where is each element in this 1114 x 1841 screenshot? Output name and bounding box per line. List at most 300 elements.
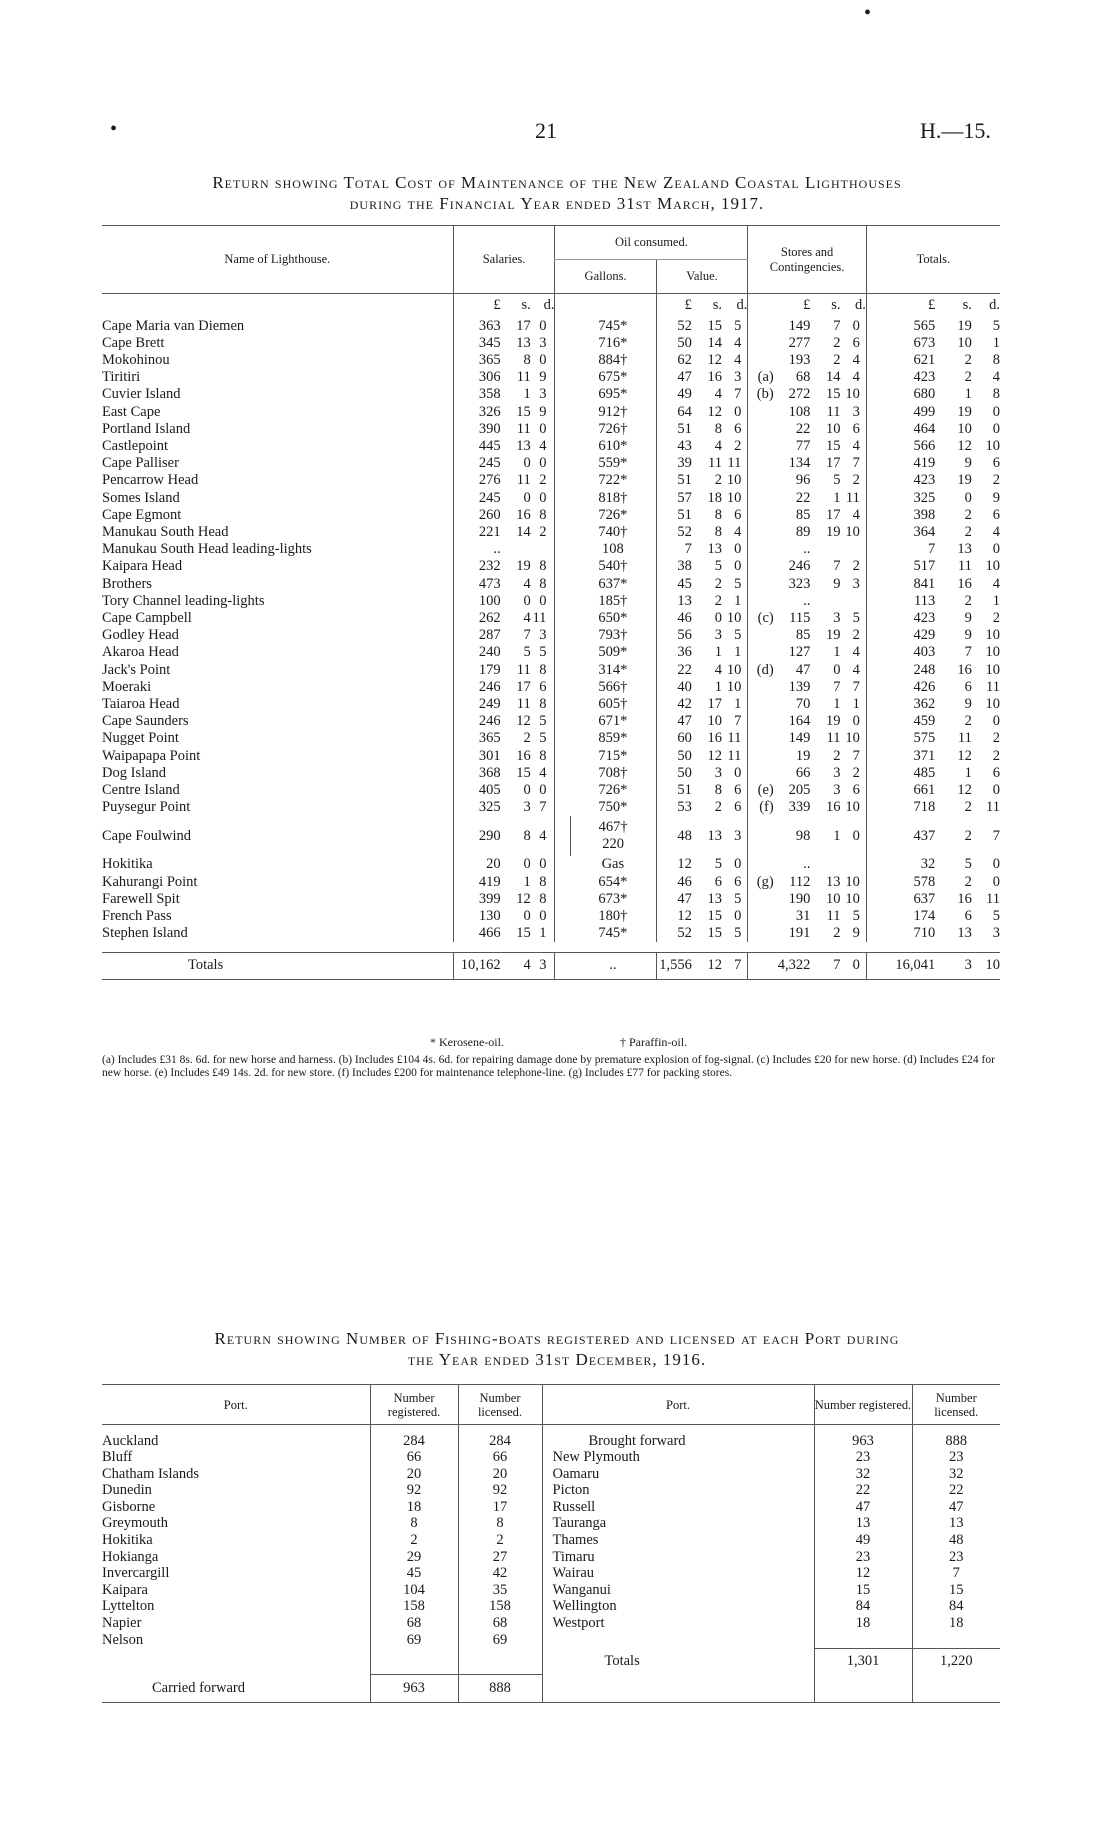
gallons-cell: 859* — [598, 730, 628, 747]
licensed-cell: 69 — [458, 1632, 542, 1649]
licensed-cell: 68 — [458, 1615, 542, 1632]
total-cell: 459 — [866, 713, 935, 730]
salary-cell: 11 — [516, 472, 531, 489]
table-row — [102, 874, 1000, 891]
licensed-cell: 32 — [912, 1466, 1000, 1483]
stores-cell — [748, 318, 774, 335]
licensed-cell: 47 — [912, 1499, 1000, 1516]
value-cell: 6 — [734, 781, 742, 798]
header-gallons: Gallons. — [555, 260, 656, 294]
stores-cell: 115 — [789, 609, 811, 626]
stores-cell — [748, 952, 774, 979]
value-cell: 8 — [714, 506, 723, 523]
salary-cell: 1 — [523, 386, 531, 403]
table-row — [102, 541, 1000, 558]
table-row — [102, 1598, 1000, 1615]
gallons-cell: 740† — [598, 523, 628, 540]
value-cell: 1 — [714, 644, 723, 661]
total-cell: 2 — [964, 713, 972, 730]
table-row — [102, 610, 1000, 627]
salary-cell: 0 — [539, 856, 547, 873]
total-cell: 16 — [957, 661, 972, 678]
port-name: Westport — [542, 1615, 814, 1632]
total-cell: 10 — [985, 661, 1000, 678]
total-cell: 9 — [964, 455, 972, 472]
registered-cell: 23 — [814, 1449, 912, 1466]
stores-cell — [748, 558, 774, 575]
table-row — [102, 730, 1000, 747]
total-cell: 10 — [985, 627, 1000, 644]
stores-cell: .. — [803, 856, 811, 873]
salary-cell: 1 — [539, 925, 547, 942]
lighthouse-name: Stephen Island — [102, 925, 188, 942]
gallons-cell: 708† — [598, 764, 628, 781]
stores-cell: 22 — [795, 420, 811, 437]
total-cell: 19 — [957, 472, 972, 489]
table-row — [102, 1466, 1000, 1483]
total-cell: 6 — [992, 764, 1000, 781]
value-cell: 11 — [727, 455, 742, 472]
stores-cell — [748, 891, 774, 908]
salary-cell: 8 — [539, 695, 547, 712]
stores-cell: 17 — [825, 506, 841, 523]
total-cell: 403 — [866, 644, 935, 661]
total-cell: 11 — [986, 799, 1000, 816]
table-row — [102, 1449, 1000, 1466]
value-cell: 13 — [707, 890, 723, 907]
stores-cell: 11 — [826, 403, 841, 420]
stores-cell — [748, 908, 774, 925]
table-row — [102, 782, 1000, 799]
table-row — [102, 438, 1000, 455]
licensed-cell: 284 — [458, 1433, 542, 1450]
unit-label: £ — [656, 294, 692, 318]
lighthouse-name: Jack's Point — [102, 661, 171, 678]
registered-cell: 18 — [814, 1615, 912, 1632]
salary-cell: 179 — [453, 662, 500, 679]
table-row — [102, 679, 1000, 696]
total-cell: 398 — [866, 507, 935, 524]
total-cell: 364 — [866, 524, 935, 541]
stores-cell: 1 — [852, 695, 860, 712]
value-cell: 13 — [707, 827, 723, 844]
corner-dot: • — [864, 2, 872, 24]
value-cell: 14 — [707, 334, 723, 351]
value-cell: 12 — [707, 747, 723, 764]
lighthouse-name: Waipapapa Point — [102, 747, 201, 764]
salary-cell: 0 — [539, 592, 547, 609]
stores-cell — [748, 576, 774, 593]
value-cell: 5 — [714, 558, 723, 575]
total-cell: 1 — [992, 592, 1000, 609]
salary-cell: 5 — [539, 730, 547, 747]
salary-cell: 0 — [523, 908, 531, 924]
stores-cell: 2 — [852, 764, 860, 781]
value-cell: 7 — [656, 541, 692, 558]
unit-label: s. — [831, 297, 841, 314]
total-cell: 9 — [964, 627, 972, 644]
value-cell: 52 — [656, 524, 692, 541]
total-cell: 10 — [985, 644, 1000, 661]
total-cell: 565 — [866, 318, 935, 335]
registered-cell: 284 — [370, 1433, 458, 1450]
total-cell: 499 — [866, 404, 935, 421]
total-cell: 2 — [964, 592, 972, 609]
salary-cell: 16 — [516, 506, 531, 523]
stores-cell: 10 — [825, 890, 841, 907]
table-row — [102, 627, 1000, 644]
stores-cell: 2 — [852, 472, 860, 489]
stores-cell — [840, 541, 866, 558]
salary-cell: 17 — [516, 317, 531, 334]
stores-cell: 16 — [825, 799, 841, 816]
table-row — [102, 644, 1000, 661]
lighthouse-name: Brothers — [102, 575, 152, 592]
salary-cell: 19 — [516, 558, 531, 575]
value-cell: 13 — [656, 593, 692, 610]
stores-cell: 4,322 — [774, 952, 811, 979]
value-cell: 36 — [656, 644, 692, 661]
lighthouse-name: Mokohinou — [102, 351, 170, 368]
salary-cell: 405 — [453, 782, 500, 799]
total-cell: 12 — [957, 781, 972, 798]
stores-cell — [748, 421, 774, 438]
value-cell: 6 — [734, 873, 742, 890]
value-cell: 13 — [707, 541, 723, 558]
value-cell: 7 — [734, 386, 742, 403]
value-cell: 16 — [707, 730, 723, 747]
value-cell: 51 — [656, 782, 692, 799]
licensed-cell: 15 — [912, 1582, 1000, 1599]
table-row — [102, 765, 1000, 782]
stores-cell: 22 — [795, 489, 811, 506]
table-row — [102, 1549, 1000, 1566]
value-cell: 4 — [714, 386, 723, 403]
salary-cell: 326 — [453, 404, 500, 421]
stores-cell: 10 — [825, 420, 841, 437]
stores-cell: 10 — [845, 890, 860, 907]
licensed-cell: 18 — [912, 1615, 1000, 1632]
gallons-cell: 540† — [598, 558, 628, 575]
total-cell: 19 — [957, 403, 972, 420]
stores-cell: 4 — [852, 506, 860, 523]
port-name: Wairau — [542, 1565, 814, 1582]
stores-cell: 2 — [852, 558, 860, 575]
right-totals-row — [102, 1648, 1000, 1674]
total-cell: 6 — [964, 678, 972, 695]
stores-cell: 13 — [825, 873, 841, 890]
stores-cell: 31 — [795, 908, 811, 924]
value-cell: 46 — [656, 874, 692, 891]
lighthouse-footnote: (a) Includes £31 8s. 6d. for new horse and harness. (b) Includes £104 4s. 6d. for repairing damage done by premature explosion of fog-signal. (c) Includes £20 for new horse. (d) Includes £24 for new horse. (e) Includes £49 14s. 2d. for new store. (f) Includes £200 for maintenance telephone-line. (g) Includes £77 for packing stores. — [102, 1054, 995, 1079]
total-cell: 5 — [992, 908, 1000, 924]
lighthouse-name: Cape Foulwind — [102, 827, 192, 844]
total-cell: 10 — [957, 334, 972, 351]
salary-cell: 1 — [523, 873, 531, 890]
salary-cell: 358 — [453, 386, 500, 403]
value-cell: 18 — [707, 489, 723, 506]
value-cell: 40 — [656, 679, 692, 696]
stores-cell: 191 — [788, 925, 811, 942]
stores-cell: 11 — [845, 489, 860, 506]
stores-cell: .. — [803, 592, 811, 609]
registered-cell: 47 — [814, 1499, 912, 1516]
salary-cell: 3 — [531, 952, 555, 979]
table-row — [102, 472, 1000, 489]
gallons-cell: 793† — [598, 627, 628, 644]
stores-cell — [748, 455, 774, 472]
stores-cell — [748, 593, 774, 610]
total-cell: 7 — [964, 644, 972, 661]
table-row — [102, 593, 1000, 610]
value-cell: 10 — [726, 661, 742, 678]
salary-cell: 4 — [539, 437, 547, 454]
value-cell: 3 — [734, 827, 742, 844]
total-cell: 0 — [992, 541, 1000, 558]
gallons-cell: 726* — [598, 781, 628, 798]
value-cell: 50 — [656, 765, 692, 782]
salary-cell: 240 — [453, 644, 500, 661]
total-cell: 2 — [992, 472, 1000, 489]
stores-cell: 47 — [795, 661, 811, 678]
header-oil: Oil consumed. — [555, 226, 748, 260]
stores-cell: 10 — [845, 730, 860, 747]
total-cell: 661 — [866, 782, 935, 799]
value-cell: 46 — [656, 610, 692, 627]
licensed-total: 1,220 — [912, 1648, 1000, 1674]
value-cell: 62 — [656, 352, 692, 369]
table-row — [102, 1515, 1000, 1532]
value-cell: 50 — [656, 335, 692, 352]
stores-cell — [748, 507, 774, 524]
gallons-cell: 722* — [598, 472, 628, 489]
stores-cell: 85 — [795, 627, 811, 644]
oil-legend — [430, 1036, 830, 1049]
value-cell: 5 — [734, 890, 742, 907]
total-cell: 1 — [964, 386, 972, 403]
port-name: Russell — [542, 1499, 814, 1516]
value-cell: 15 — [707, 925, 723, 942]
registered-cell: 23 — [814, 1549, 912, 1566]
licensed-cell: 35 — [458, 1582, 542, 1599]
port-name: Kaipara — [102, 1581, 148, 1598]
total-cell: 6 — [964, 908, 972, 924]
lighthouse-name: Moeraki — [102, 678, 152, 695]
value-cell: 45 — [656, 576, 692, 593]
salary-cell: 130 — [453, 908, 500, 925]
salary-cell: 0 — [539, 908, 547, 924]
salary-cell: 466 — [453, 925, 500, 942]
stores-cell: 134 — [788, 455, 811, 472]
fishing-title-line2: the Year ended 31st December, 1916. — [407, 1350, 707, 1369]
table-row — [102, 696, 1000, 713]
stores-cell: 4 — [852, 437, 860, 454]
total-cell: 575 — [866, 730, 935, 747]
lighthouse-name: Taiaroa Head — [102, 695, 180, 712]
stores-cell: 2 — [833, 334, 841, 351]
stores-cell: 4 — [852, 351, 860, 368]
gallons-cell: 884† — [598, 351, 628, 368]
total-cell: 19 — [957, 317, 972, 334]
left-dot: • — [110, 118, 118, 140]
stores-cell — [748, 816, 774, 856]
licensed-cell: 888 — [912, 1433, 1000, 1450]
stores-cell: 9 — [852, 925, 860, 942]
page-number: 21 — [535, 118, 557, 143]
salary-cell — [501, 541, 531, 558]
gallons-cell: 671* — [598, 713, 628, 730]
table-row — [102, 908, 1000, 925]
stores-cell: 205 — [788, 781, 811, 798]
stores-cell: 108 — [788, 403, 811, 420]
licensed-cell: 13 — [912, 1515, 1000, 1532]
table-row — [102, 369, 1000, 386]
stores-cell: 15 — [825, 386, 841, 403]
registered-cell: 45 — [370, 1565, 458, 1582]
salary-cell: 0 — [539, 489, 547, 506]
gallons-cell: 650* — [598, 609, 628, 626]
salary-cell: 3 — [539, 386, 547, 403]
total-cell: 1 — [992, 334, 1000, 351]
value-cell: 5 — [734, 627, 742, 644]
stores-cell — [748, 925, 774, 942]
total-cell: 113 — [866, 593, 935, 610]
unit-label: d. — [543, 297, 555, 314]
total-cell: 7 — [866, 541, 935, 558]
unit-label: £ — [803, 297, 811, 314]
total-cell: 13 — [957, 541, 972, 558]
stores-cell — [748, 335, 774, 352]
value-cell: 6 — [734, 420, 742, 437]
salary-cell: 11 — [516, 661, 531, 678]
registered-cell: 69 — [370, 1632, 458, 1649]
total-cell: 11 — [986, 678, 1000, 695]
value-cell: 1 — [734, 592, 742, 609]
stores-cell — [810, 856, 840, 873]
value-cell: 15 — [707, 317, 723, 334]
value-cell: 10 — [726, 678, 742, 695]
unit-label: £ — [453, 294, 500, 318]
stores-cell: (e) — [748, 782, 774, 799]
total-cell: 485 — [866, 765, 935, 782]
total-cell: 621 — [866, 352, 935, 369]
salary-cell: 0 — [539, 351, 547, 368]
salary-cell: 419 — [453, 874, 500, 891]
lighthouse-title-line2: during the Financial Year ended 31st March, 1917. — [349, 194, 765, 213]
salary-cell: 6 — [539, 678, 547, 695]
unit-label: d. — [989, 297, 1000, 314]
value-cell: 39 — [656, 455, 692, 472]
stores-cell: 0 — [852, 827, 860, 844]
stores-cell: 15 — [825, 437, 841, 454]
total-cell: 4 — [992, 575, 1000, 592]
stores-cell: 6 — [852, 334, 860, 351]
value-cell: 5 — [734, 317, 742, 334]
total-cell: 12 — [957, 747, 972, 764]
value-cell: 10 — [707, 713, 723, 730]
port-name: Greymouth — [102, 1515, 169, 1532]
lighthouse-name: Cape Saunders — [102, 713, 189, 730]
registered-cell: 8 — [370, 1515, 458, 1532]
table-row — [102, 662, 1000, 679]
stores-cell — [748, 713, 774, 730]
salary-cell: 365 — [453, 352, 500, 369]
lighthouse-name: Farewell Spit — [102, 890, 180, 907]
licensed-cell: 20 — [458, 1466, 542, 1483]
salary-cell: 0 — [539, 455, 547, 472]
stores-cell — [810, 593, 840, 610]
registered-cell: 963 — [814, 1433, 912, 1450]
stores-cell: (b) — [748, 386, 774, 403]
gallons-cell: 675* — [598, 369, 628, 386]
total-cell: 5 — [992, 317, 1000, 334]
salary-cell: 306 — [453, 369, 500, 386]
total-cell: 10 — [985, 695, 1000, 712]
licensed-cell: 17 — [458, 1499, 542, 1516]
value-cell: 0 — [734, 764, 742, 781]
gallons-value-2: 220 — [602, 836, 624, 853]
salary-cell: 2 — [523, 730, 531, 747]
gallons-cell: 108 — [601, 541, 624, 558]
lighthouse-name: Manukau South Head — [102, 523, 229, 540]
value-cell: 12 — [707, 403, 723, 420]
table-row — [102, 524, 1000, 541]
value-cell: 15 — [707, 908, 723, 924]
port-name: Timaru — [542, 1549, 814, 1566]
carried-forward-row — [102, 1674, 1000, 1702]
lighthouse-name: Kahurangi Point — [102, 873, 198, 890]
salary-cell: 246 — [453, 713, 500, 730]
unit-label: £ — [866, 294, 935, 318]
table-row — [102, 1565, 1000, 1582]
lighthouse-name: French Pass — [102, 908, 172, 924]
stores-cell: 0 — [840, 952, 866, 979]
salary-cell: 8 — [539, 890, 547, 907]
table-row — [102, 490, 1000, 507]
value-cell: 0 — [734, 856, 742, 873]
header-totals: Totals. — [866, 226, 1000, 294]
registered-cell: 18 — [370, 1499, 458, 1516]
stores-cell: 2 — [833, 747, 841, 764]
total-cell: 0 — [992, 420, 1000, 437]
salary-cell: 100 — [453, 593, 500, 610]
stores-cell: 4 — [852, 644, 860, 661]
total-cell: 578 — [866, 874, 935, 891]
salary-cell: 2 — [539, 523, 547, 540]
lighthouse-name: Cape Egmont — [102, 506, 182, 523]
lighthouse-name: Puysegur Point — [102, 799, 191, 816]
stores-cell: 17 — [825, 455, 841, 472]
gallons-cell: 610* — [598, 437, 628, 454]
registered-cell: 15 — [814, 1582, 912, 1599]
value-cell: 2 — [714, 472, 723, 489]
gallons-cell: 912† — [598, 403, 628, 420]
salary-cell: 12 — [516, 890, 531, 907]
stores-cell: 149 — [788, 317, 811, 334]
header-stores: Stores and Contingencies. — [748, 226, 866, 294]
total-cell: 11 — [957, 558, 972, 575]
salary-cell: 8 — [539, 661, 547, 678]
value-cell: 57 — [656, 490, 692, 507]
value-cell: 47 — [656, 713, 692, 730]
value-cell: 12 — [656, 908, 692, 925]
gallons-cell: 180† — [598, 908, 628, 924]
stores-cell: 339 — [788, 799, 811, 816]
value-cell: 47 — [656, 891, 692, 908]
lighthouse-name: Akaroa Head — [102, 644, 179, 661]
salary-cell: 15 — [516, 925, 531, 942]
total-cell: 4 — [992, 369, 1000, 386]
